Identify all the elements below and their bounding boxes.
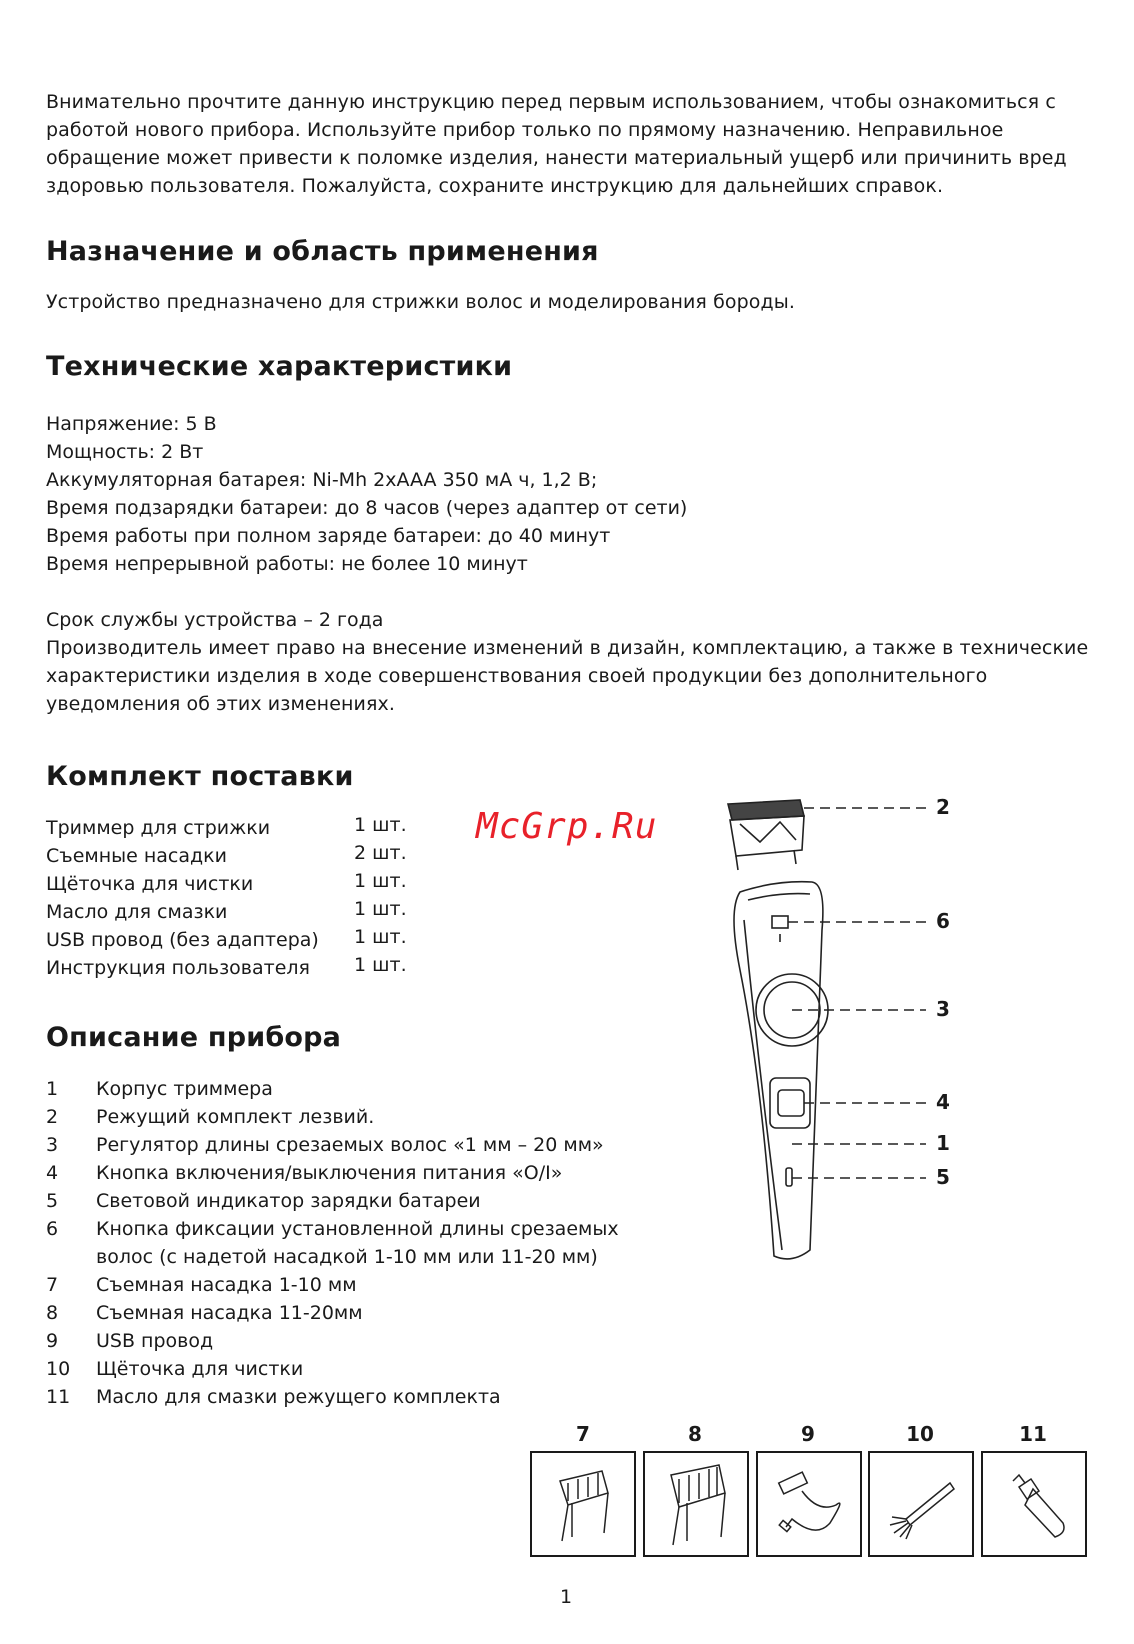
kit-item-name: USB провод (без адаптера) bbox=[46, 929, 319, 951]
desc-item-text: Регулятор длины срезаемых волос «1 мм – 20 мм» bbox=[96, 1134, 604, 1156]
callout-number: 1 bbox=[936, 1131, 950, 1155]
desc-item-text: Щёточка для чистки bbox=[96, 1358, 304, 1380]
desc-item-number: 3 bbox=[46, 1134, 59, 1156]
desc-item-number: 1 bbox=[46, 1078, 59, 1100]
page-number: 1 bbox=[560, 1586, 573, 1608]
comb-attachment-icon bbox=[532, 1453, 634, 1555]
watermark: McGrp.Ru bbox=[476, 806, 658, 847]
desc-item-text: Масло для смазки режущего комплекта bbox=[96, 1386, 501, 1408]
trimmer-body-illustration bbox=[734, 882, 926, 1259]
desc-item-number: 8 bbox=[46, 1302, 59, 1324]
callout-number: 3 bbox=[936, 997, 950, 1021]
spec-line: Время непрерывной работы: не более 10 минут bbox=[46, 553, 528, 575]
desc-item-text: USB провод bbox=[96, 1330, 214, 1352]
attachment-11-20-box bbox=[643, 1451, 749, 1557]
usb-cable-box bbox=[756, 1451, 862, 1557]
kit-item-qty: 1 шт. bbox=[354, 814, 407, 836]
desc-item-number: 9 bbox=[46, 1330, 59, 1352]
callout-number: 4 bbox=[936, 1090, 950, 1114]
specs-heading: Технические характеристики bbox=[46, 351, 513, 382]
kit-item-qty: 2 шт. bbox=[354, 842, 407, 864]
intro-paragraph: Внимательно прочтите данную инструкцию перед первым использованием, чтобы ознакомиться с работой нового прибора. Используйте прибор только по прямому назначению. Неправильное обращение может привести к поломке изделия, нанести материальный ущерб или причинить вред здоровью пользователя. Пожалуйста, сохраните инструкцию для дальнейших справок. bbox=[46, 91, 1067, 197]
kit-item-name: Щёточка для чистки bbox=[46, 873, 254, 895]
kit-item-name: Масло для смазки bbox=[46, 901, 228, 923]
accessory-label: 11 bbox=[1019, 1422, 1047, 1446]
desc-item-number: 2 bbox=[46, 1106, 59, 1128]
callout-number: 6 bbox=[936, 909, 950, 933]
kit-item-qty: 1 шт. bbox=[354, 954, 407, 976]
trimmer-illustration bbox=[700, 780, 1000, 1300]
accessory-label: 9 bbox=[801, 1422, 815, 1446]
cleaning-brush-box bbox=[868, 1451, 974, 1557]
desc-item-number: 6 bbox=[46, 1218, 59, 1240]
manufacturer-note: Производитель имеет право на внесение изменений в дизайн, комплектацию, а также в технические характеристики изделия в ходе совершенствования своей продукции без дополнительного уведомления об этих изменениях. bbox=[46, 637, 1089, 715]
desc-item-text: Кнопка включения/выключения питания «O/I» bbox=[96, 1162, 563, 1184]
purpose-heading: Назначение и область применения bbox=[46, 236, 599, 267]
description-heading: Описание прибора bbox=[46, 1022, 342, 1053]
desc-item-text: Световой индикатор зарядки батареи bbox=[96, 1190, 481, 1212]
desc-item-number: 11 bbox=[46, 1386, 71, 1408]
kit-item-name: Инструкция пользователя bbox=[46, 957, 310, 979]
oil-bottle-box bbox=[981, 1451, 1087, 1557]
accessory-label: 10 bbox=[906, 1422, 934, 1446]
kit-item-name: Съемные насадки bbox=[46, 845, 227, 867]
desc-item-number: 5 bbox=[46, 1190, 59, 1212]
desc-item-number: 7 bbox=[46, 1274, 59, 1296]
service-life: Срок службы устройства – 2 года bbox=[46, 609, 384, 631]
spec-line: Время работы при полном заряде батареи: до 40 минут bbox=[46, 525, 611, 547]
kit-item-qty: 1 шт. bbox=[354, 926, 407, 948]
kit-item-qty: 1 шт. bbox=[354, 898, 407, 920]
spec-line: Напряжение: 5 В bbox=[46, 413, 217, 435]
callout-number: 5 bbox=[936, 1165, 950, 1189]
desc-item-number: 10 bbox=[46, 1358, 71, 1380]
desc-item-text: Кнопка фиксации установленной длины срезаемых bbox=[96, 1218, 619, 1240]
spec-line: Время подзарядки батареи: до 8 часов (через адаптер от сети) bbox=[46, 497, 688, 519]
callout-number: 2 bbox=[936, 795, 950, 819]
comb-attachment-icon bbox=[645, 1453, 747, 1555]
blade-head-illustration bbox=[728, 800, 926, 870]
desc-item-text: Съемная насадка 1-10 мм bbox=[96, 1274, 357, 1296]
desc-item-text: Режущий комплект лезвий. bbox=[96, 1106, 375, 1128]
kit-item-qty: 1 шт. bbox=[354, 870, 407, 892]
kit-item-name: Триммер для стрижки bbox=[46, 817, 271, 839]
kit-heading: Комплект поставки bbox=[46, 761, 354, 792]
cleaning-brush-icon bbox=[870, 1453, 972, 1555]
accessory-label: 8 bbox=[688, 1422, 702, 1446]
usb-cable-icon bbox=[758, 1453, 860, 1555]
attachment-1-10-box bbox=[530, 1451, 636, 1557]
purpose-text: Устройство предназначено для стрижки волос и моделирования бороды. bbox=[46, 291, 796, 313]
spec-line: Мощность: 2 Вт bbox=[46, 441, 204, 463]
desc-item-number: 4 bbox=[46, 1162, 59, 1184]
desc-item-text: Корпус триммера bbox=[96, 1078, 273, 1100]
spec-line: Аккумуляторная батарея: Ni-Mh 2xAAA 350 мА ч, 1,2 В; bbox=[46, 469, 598, 491]
desc-item-text: волос (с надетой насадкой 1-10 мм или 11-20 мм) bbox=[96, 1246, 598, 1268]
oil-bottle-icon bbox=[983, 1453, 1085, 1555]
desc-item-text: Съемная насадка 11-20мм bbox=[96, 1302, 363, 1324]
accessory-label: 7 bbox=[576, 1422, 590, 1446]
